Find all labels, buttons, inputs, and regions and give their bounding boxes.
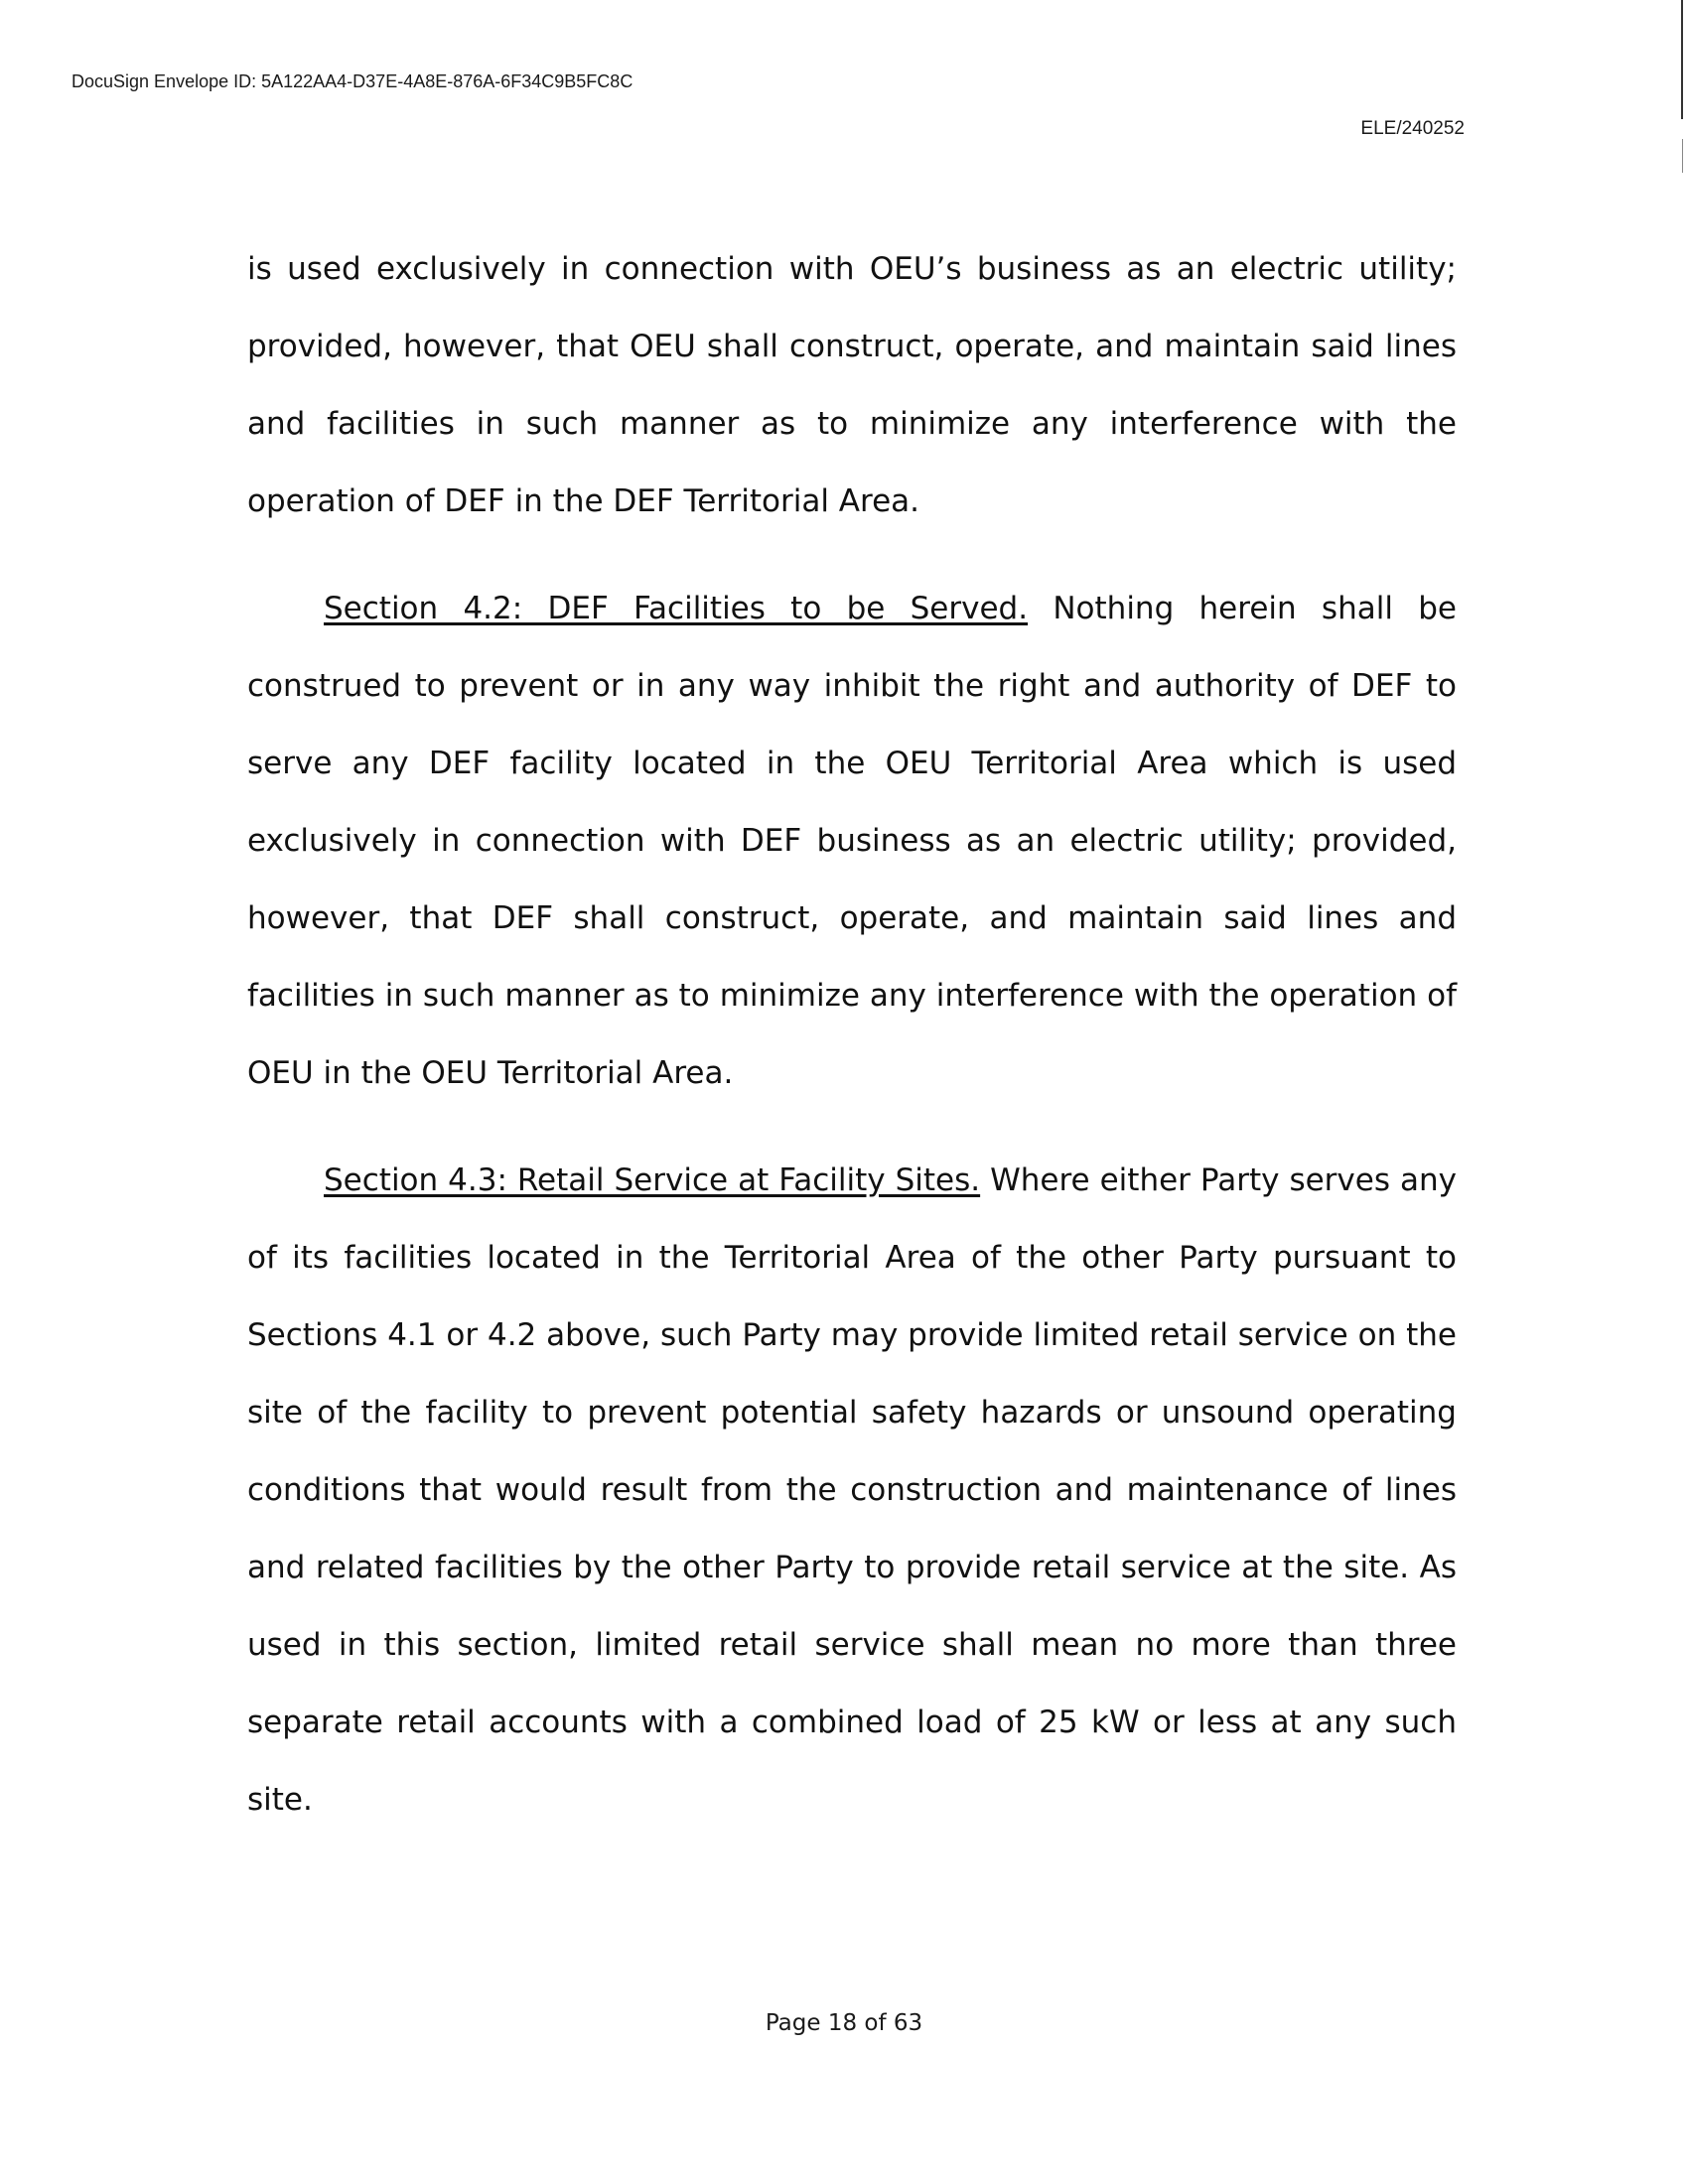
section-4-3-text: Where either Party serves any of its facilities located in the Territorial Area of the other Party pursuant to Sections 4.1 or 4.2 above, such Party may provide limited retail service on the site of the facility to prevent potential safety hazards or unsound operating conditions that would result from the construction and maintenance of lines and related facilities by the other Party to provide retail service at the site. As used in this section, limited retail service shall mean no more than three separate retail accounts with a combined load of 25 kW or less at any such site. <box>247 1162 1457 1818</box>
paragraph-section-4-3 <box>247 1142 1457 1839</box>
paragraph-continuation: is used exclusively in connection with OEU’s business as an electric utility; provided, however, that OEU shall construct, operate, and maintain said lines and facilities in such manner as to minimize any interference with the operation of DEF in the DEF Territorial Area. <box>247 251 1457 519</box>
section-4-2-text: Nothing herein shall be construed to prevent or in any way inhibit the right and authority of DEF to serve any DEF facility located in the OEU Territorial Area which is used exclusively in connection with DEF business as an electric utility; provided, however, that DEF shall construct, operate, and maintain said lines and facilities in such manner as to minimize any interference with the operation of OEU in the OEU Territorial Area. <box>247 591 1457 1091</box>
docusign-envelope-id: DocuSign Envelope ID: 5A122AA4-D37E-4A8E-876A-6F34C9B5FC8C <box>71 71 633 91</box>
section-4-3-heading: Section 4.3: Retail Service at Facility Sites. <box>324 1162 981 1198</box>
document-body <box>247 230 1457 1839</box>
page-number: Page 18 of 63 <box>765 2010 923 2036</box>
document-reference: ELE/240252 <box>1360 118 1465 139</box>
section-4-2-heading: Section 4.2: DEF Facilities to be Served. <box>324 591 1029 626</box>
scan-edge-mark-secondary <box>1682 139 1683 173</box>
scan-edge-mark <box>1681 0 1683 119</box>
paragraph-section-4-2 <box>247 570 1457 1112</box>
